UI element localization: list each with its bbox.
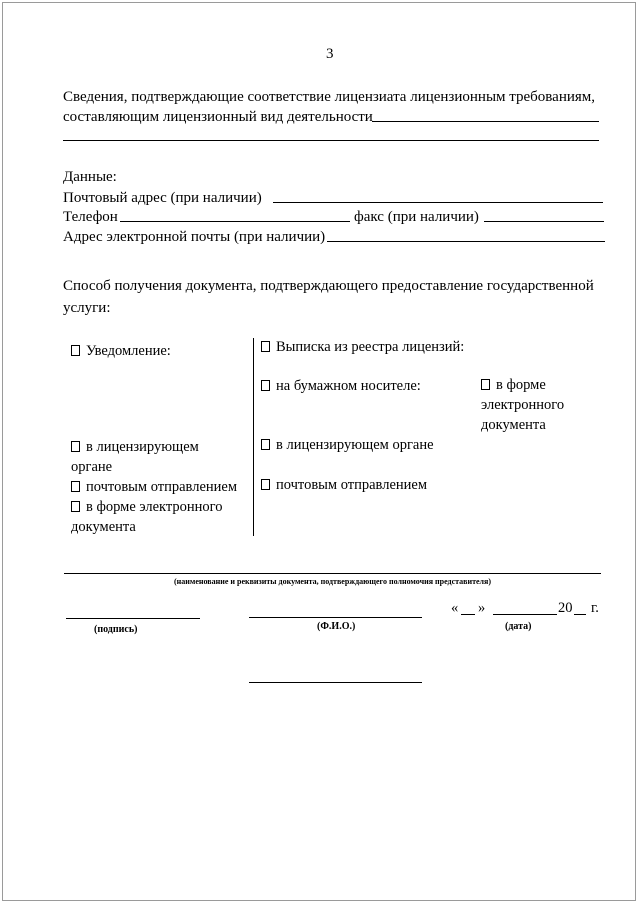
authority-document-caption: (наименование и реквизиты документа, подтверждающего полномочия представителя)	[174, 577, 492, 586]
method-text-line1: Способ получения документа, подтверждающего предоставление государственной	[63, 278, 594, 294]
checkbox-left-by-post[interactable]	[71, 481, 80, 492]
option-right-electronic-label: в форме	[496, 377, 546, 393]
option-left-at-agency-label: в лицензирующем	[86, 439, 199, 455]
checkbox-paper[interactable]	[261, 380, 270, 391]
option-right-by-post[interactable]	[261, 476, 427, 494]
fax-field[interactable]	[484, 221, 604, 222]
option-left-by-post[interactable]	[71, 478, 237, 496]
option-left-by-post-label: почтовым отправлением	[86, 479, 238, 495]
checkbox-right-electronic[interactable]	[481, 379, 490, 390]
compliance-text-line2: составляющим лицензионный вид деятельности	[63, 109, 373, 125]
fax-label: факс (при наличии)	[354, 209, 479, 225]
option-right-at-agency[interactable]	[261, 436, 434, 454]
option-right-electronic[interactable]	[481, 376, 546, 394]
option-left-electronic[interactable]	[71, 498, 223, 516]
date-close-quote: »	[478, 600, 486, 616]
option-left-at-agency-label-2: органе	[71, 459, 113, 475]
option-notification-label: Уведомление:	[86, 343, 171, 359]
date-year-suffix: г.	[591, 600, 599, 616]
options-divider	[253, 338, 254, 536]
option-paper-label: на бумажном носителе:	[276, 378, 421, 394]
checkbox-left-at-agency[interactable]	[71, 441, 80, 452]
checkbox-registry-extract[interactable]	[261, 341, 270, 352]
option-notification[interactable]	[71, 342, 171, 360]
method-text-line2: услуги:	[63, 300, 111, 316]
date-caption: (дата)	[505, 621, 532, 632]
option-right-at-agency-label: в лицензирующем органе	[276, 437, 434, 453]
option-left-electronic-label: в форме электронного	[86, 499, 223, 515]
option-right-electronic-label-2: электронного	[481, 397, 565, 413]
checkbox-notification[interactable]	[71, 345, 80, 356]
option-registry-extract-label: Выписка из реестра лицензий:	[276, 339, 465, 355]
contacts-heading: Данные:	[63, 169, 117, 185]
option-paper[interactable]	[261, 377, 421, 395]
email-label: Адрес электронной почты (при наличии)	[63, 229, 326, 245]
option-left-at-agency[interactable]	[71, 438, 199, 456]
phone-label: Телефон	[63, 209, 118, 225]
checkbox-left-electronic[interactable]	[71, 501, 80, 512]
signature-caption: (подпись)	[94, 624, 138, 635]
compliance-text-line1: Сведения, подтверждающие соответствие лицензиата лицензионным требованиям,	[63, 89, 596, 105]
postal-address-field[interactable]	[273, 202, 603, 203]
option-left-electronic-label-2: документа	[71, 519, 136, 535]
date-open-quote: «	[451, 600, 459, 616]
option-right-electronic-label-3: документа	[481, 417, 546, 433]
compliance-fill-line[interactable]	[372, 121, 599, 122]
full-name-caption: (Ф.И.О.)	[317, 621, 356, 632]
full-name-field[interactable]	[249, 617, 422, 618]
postal-address-label: Почтовый адрес (при наличии)	[63, 190, 262, 206]
page-number: 3	[326, 46, 334, 62]
extra-bottom-field[interactable]	[249, 682, 422, 683]
date-year-field[interactable]	[574, 614, 586, 615]
date-month-field[interactable]	[493, 614, 557, 615]
authority-document-field[interactable]	[64, 573, 601, 574]
compliance-extra-line[interactable]	[63, 140, 599, 141]
phone-field[interactable]	[120, 221, 350, 222]
checkbox-right-at-agency[interactable]	[261, 439, 270, 450]
date-day-field[interactable]	[461, 614, 475, 615]
email-field[interactable]	[327, 241, 605, 242]
signature-field[interactable]	[66, 618, 200, 619]
checkbox-right-by-post[interactable]	[261, 479, 270, 490]
option-right-by-post-label: почтовым отправлением	[276, 477, 428, 493]
date-year-prefix: 20	[558, 600, 573, 616]
option-registry-extract[interactable]	[261, 338, 464, 356]
